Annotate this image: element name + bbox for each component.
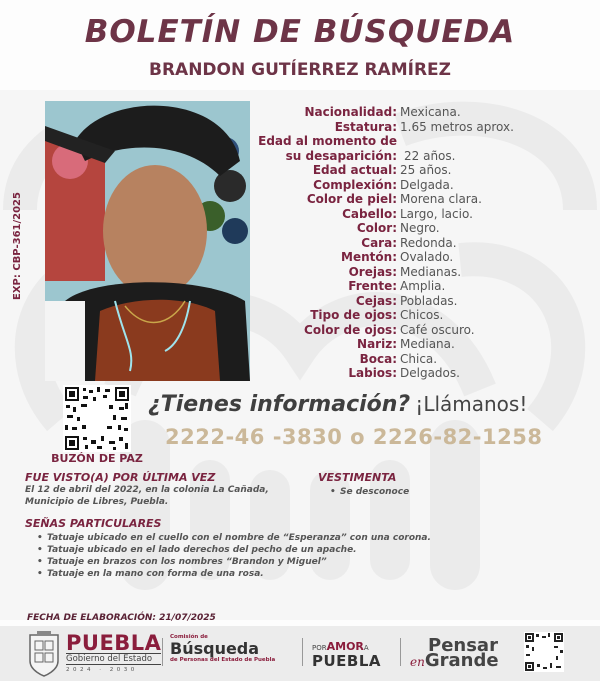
missing-person-photo xyxy=(45,101,250,381)
clothing-section xyxy=(318,471,518,498)
attr-row: Color de piel: Morena clara. xyxy=(306,192,482,206)
footer-logos xyxy=(0,626,600,681)
last-seen-title: FUE VISTO(A) POR ÚLTIMA VEZ xyxy=(25,471,216,484)
call-to-action xyxy=(148,392,527,417)
pensar-en-grande-logo: Pensar enGrande xyxy=(410,635,499,671)
attr-row: Nariz: Mediana. xyxy=(357,337,455,351)
qr-code-icon[interactable] xyxy=(63,385,131,452)
cta-question: ¿Tienes información? xyxy=(148,392,411,417)
clothing-title: VESTIMENTA xyxy=(318,471,397,484)
attr-row: Complexión: Delgada. xyxy=(313,177,454,192)
attr-row: Mentón: Ovalado. xyxy=(341,250,454,264)
case-number: EXP: CBP-361/2025 xyxy=(12,192,23,300)
attr-row: Color de ojos: Café oscuro. xyxy=(304,322,475,337)
attr-row: Tipo de ojos: Chicos. xyxy=(310,308,444,322)
cta-call: ¡Llámanos! xyxy=(415,392,528,416)
attr-row: Cejas: Pobladas. xyxy=(355,293,458,308)
search-commission-logo: Comisión de Búsqueda de Personas del Estado de Puebla xyxy=(170,634,276,663)
attr-row: Cabello: Largo, lacio. xyxy=(342,206,473,221)
last-seen-line2: Municipio de Libres, Puebla. xyxy=(25,497,169,507)
attr-row: Orejas: Medianas. xyxy=(348,264,462,279)
por-amor-a-puebla-logo: PORAMORA PUEBLA xyxy=(312,640,382,670)
list-item: • Tatuaje ubicado en el cuello con el nombre de “Esperanza” con una corona. xyxy=(37,532,545,544)
distinguishing-marks-section xyxy=(25,517,545,580)
divider xyxy=(162,638,163,666)
last-seen-section xyxy=(25,471,295,508)
creation-date: FECHA DE ELABORACIÓN: 21/07/2025 xyxy=(27,613,216,623)
attr-row: su desaparición: 22 años. xyxy=(285,148,456,163)
marks-title: SEÑAS PARTICULARES xyxy=(25,517,162,530)
attr-row: Color: Negro. xyxy=(356,221,440,235)
state-shield-icon xyxy=(27,629,61,677)
qr-label: BUZÓN DE PAZ xyxy=(51,452,143,465)
attr-row: Labios: Delgados. xyxy=(348,366,460,380)
attr-row: Edad al momento de xyxy=(258,134,397,148)
list-item: • Tatuaje en la mano con forma de una rosa. xyxy=(37,568,545,580)
list-item: • Tatuaje ubicado en el lado derechos del pecho de un apache. xyxy=(37,544,545,556)
attr-row: Edad actual: 25 años. xyxy=(312,163,452,177)
physical-description xyxy=(250,105,590,381)
attr-row: Boca: Chica. xyxy=(359,351,438,366)
bulletin-title: BOLETÍN DE BÚSQUEDA xyxy=(84,14,516,50)
person-name: BRANDON GUTÍERREZ RAMÍREZ xyxy=(149,60,451,80)
puebla-government-logo: PUEBLA Gobierno del Estado 2024 · 2030 xyxy=(66,631,162,673)
attr-row: Nacionalidad: Mexicana. xyxy=(304,105,461,119)
last-seen-line1: El 12 de abril del 2022, en la colonia La Cañada, xyxy=(25,485,269,495)
divider xyxy=(400,638,401,666)
footer-qr-code-icon[interactable] xyxy=(524,632,564,672)
list-item: • Se desconoce xyxy=(330,486,518,498)
list-item: • Tatuaje en brazos con los nombres “Brandon y Miguel” xyxy=(37,556,545,568)
divider xyxy=(302,638,303,666)
phone-numbers[interactable]: 2222-46 -3830 o 2226-82-1258 xyxy=(165,425,543,449)
attr-row: Cara: Redonda. xyxy=(361,235,457,250)
attr-row: Frente: Amplia. xyxy=(348,279,446,293)
attr-row: Estatura: 1.65 metros aprox. xyxy=(334,119,514,134)
